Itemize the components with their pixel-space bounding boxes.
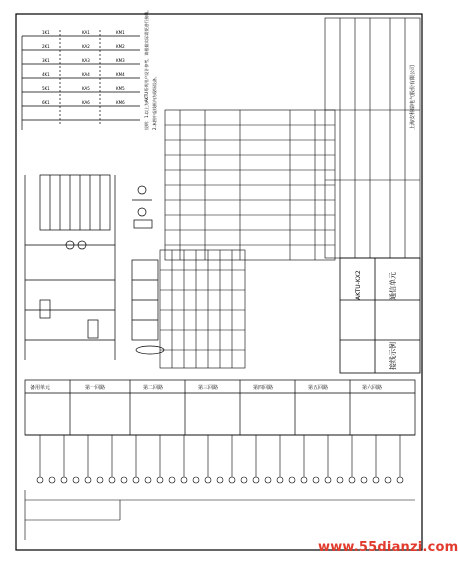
watermark: www.55dianzi.com	[318, 540, 458, 555]
block-label-3: 第三回路	[198, 385, 219, 391]
block-label-4: 第四回路	[253, 385, 274, 391]
svg-text:KA1: KA1	[82, 30, 90, 35]
svg-text:KA4: KA4	[82, 72, 90, 77]
company-name: 上海安科瑞电气股份有限公司	[410, 64, 416, 130]
terminal-screws	[37, 477, 403, 483]
svg-text:说明：1.以上为AKTU系列用户设计参考，请根据实际需要进行: 说明：1.以上为AKTU系列用户设计参考，请根据实际需要进行接线。	[144, 7, 149, 130]
svg-text:KM6: KM6	[116, 100, 125, 105]
svg-text:KA2: KA2	[82, 44, 90, 49]
drawing-name: 接线示例	[389, 342, 397, 370]
parts-list-table	[165, 110, 335, 260]
title-block	[340, 258, 420, 373]
svg-text:KA6: KA6	[82, 100, 90, 105]
svg-text:KM3: KM3	[116, 58, 125, 63]
svg-text:1K1: 1K1	[42, 30, 50, 35]
svg-text:2.本图中虚线框内为现场设备。: 2.本图中虚线框内为现场设备。	[152, 74, 157, 130]
svg-text:KM1: KM1	[116, 30, 125, 35]
breaker-labels	[42, 30, 125, 105]
block-label-6: 第六回路	[362, 385, 383, 391]
terminal-wires	[25, 435, 415, 540]
svg-text:6K1: 6K1	[42, 100, 50, 105]
motor-symbols	[132, 186, 164, 354]
svg-text:KM4: KM4	[116, 72, 125, 77]
svg-text:KA3: KA3	[82, 58, 90, 63]
svg-text:3K1: 3K1	[42, 58, 50, 63]
block-label-1: 第一回路	[85, 385, 106, 391]
block-label-5: 第五回路	[308, 385, 329, 391]
svg-text:4K1: 4K1	[42, 72, 50, 77]
note-text	[143, 8, 157, 130]
spec-column	[325, 18, 420, 258]
block-label-spare: 备用单元	[30, 385, 51, 391]
svg-text:KM5: KM5	[116, 86, 125, 91]
svg-text:2K1: 2K1	[42, 44, 50, 49]
terminal-table	[160, 250, 245, 368]
status-indicators	[40, 175, 110, 230]
title-text: AKTU-KX2	[355, 270, 362, 300]
svg-text:KA5: KA5	[82, 86, 90, 91]
block-label-2: 第二回路	[143, 385, 164, 391]
svg-text:KM2: KM2	[116, 44, 125, 49]
terminal-strip	[25, 380, 415, 435]
svg-text:5K1: 5K1	[42, 86, 50, 91]
unit-name: 通信单元	[389, 272, 397, 300]
